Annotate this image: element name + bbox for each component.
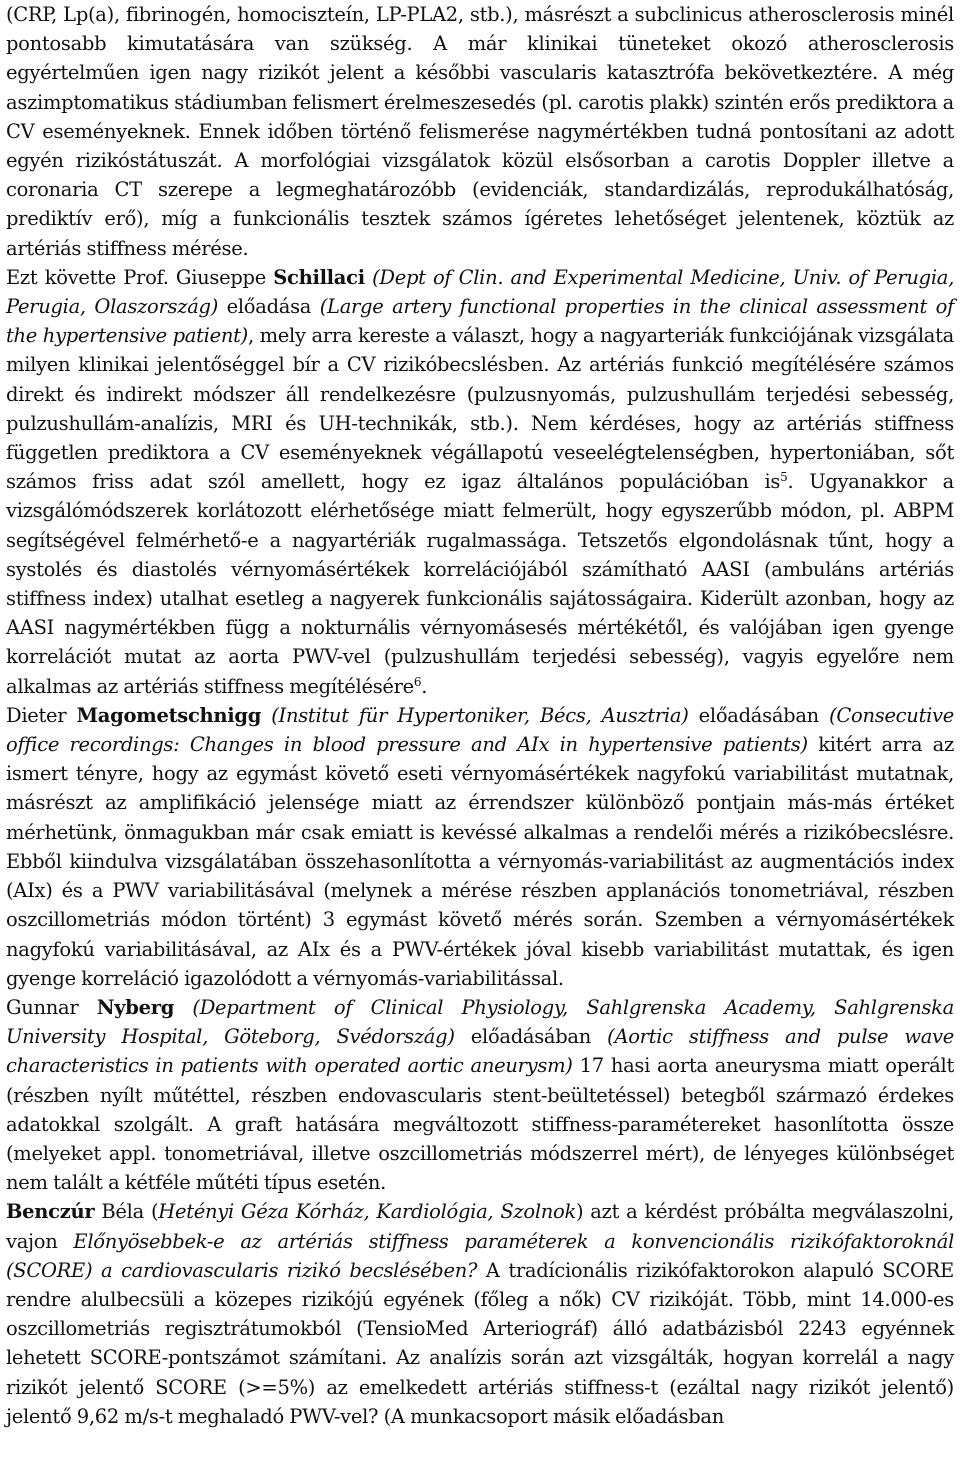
paragraph-nyberg [6,993,954,1197]
text-run [261,704,271,727]
lecture-title: (Consecutive office recordings: Changes in blood pressure and AIx in hypertensive patients) [6,703,954,757]
speaker-name: Nyberg [96,995,175,1019]
text-run: (CRP, Lp(a), fibrinogén, homociszteín, LP-PLA2, stb.), másrészt a subclinicus atherosclerosis minél pontosabb kimutatására van szükség. A már klinikai tüneteket okozó atherosclerosis egyértelműen igen nagy rizikót jelent a későbbi vascularis katasztrófa bekövetkeztére. A még aszimptomatikus stádiumban felismert érelmeszesedés (pl. carotis plakk) szintén erős prediktora a CV eseményeknek. Ennek időben történő felismerése nagymértékben tudná pontosítani az adott egyén rizikóstátuszát. A morfológiai vizsgálatok közül elsősorban a carotis Doppler illetve a coronaria CT szerepe a legmeghatározóbb (evidenciák, standardizálás, reprodukálhatóság, prediktív erő), míg a funkcionális tesztek számos ígéretes lehetőséget jelentenek, köztük az artériás stiffness mérése. [6,3,954,260]
text-run: kitért arra az ismert tényre, hogy az egymást követő eseti vérnyomásértékek nagyfokú variabilitást mutatnak, másrészt az amplifikáció jelensége miatt az érrendszer különböző pontjain más-más értéket mérhetünk, önmagukban már csak emiatt is kevéssé alkalmas a rendelői mérés a rizikóbecslésre. Ebből kiindulva vizsgálatában összehasonlította a vérnyomás-variabilitást az augmentációs index (AIx) és a PWV variabilitásával (melynek a mérése részben applanációs tonometriával, részben oszcillometriás módon történt) 3 egymást követő mérés során. Szemben a vérnyomásértékek nagyfokú variabilitásával, az AIx és a PWV-értékek jóval kisebb variabilitást mutattak, és igen gyenge korreláció igazolódott a vérnyomás-variabilitással. [6,733,954,990]
text-run [174,996,192,1019]
text-run: ) azt a kérdést próbálta megválaszolni, vajon [6,1200,954,1253]
text-run: , mely arra kereste a választ, hogy a nagyarteriák funkciójának vizsgálata milyen klinikai jelentőséggel bír a CV rizikóbecslésben. Az artériás funkció megítélésére számos direkt és indirekt módszer áll rendelkezésre (pulzusnyomás, pulzushullám terjedési sebesség, pulzushullám-analízis, MRI és UH-technikák, stb.). Nem kérdéses, hogy az artériás stiffness független prediktora a CV eseményeknek végállapotú veseelégtelenségben, hypertoniában, sőt számos friss adat szól amellett, hogy ez igaz általános populációban is [6,324,954,494]
speaker-affiliation: Hetényi Géza Kórház, Kardiológia, Szolnok [158,1200,576,1224]
text-run: előadásában [454,1025,608,1049]
speaker-affiliation: (Department of Clinical Physiology, Sahlgrenska Academy, Sahlgrenska University Hospital, Göteborg, Svédország) [6,995,954,1049]
text-run [365,266,372,289]
text-run: A tradícionális rizikófaktorokon alapuló SCORE rendre alulbecsüli a közepes rizikójú egyének (főleg a nők) CV rizikóját. Több, mint 14.000-es oszcillometriás regisztrátumokból (TensioMed Arteriográf) álló adatbázisból 2243 egyénnek lehetett SCORE-pontszámot számítani. Az analízis során azt vizsgálták, hogyan korrelál a nagy rizikót jelentő SCORE (>=5%) az emelkedett artériás stiffness-t (ezáltal nagy rizikót jelentő) jelentő 9,62 m/s-t meghaladó PWV-vel? (A munkacsoport másik előadásban [6,1258,954,1428]
speaker-name: Benczúr [6,1200,95,1224]
speaker-affiliation: (Dept of Clin. and Experimental Medicine, Univ. of Perugia, Perugia, Olaszország) [6,265,954,319]
text-run: . Ugyanakkor a vizsgálómódszerek korlátozott elérhetősége miatt felmerült, hogy egyszerűbb módon, pl. ABPM segítségével felmérhető-e a nagyartériák rugalmassága. Tetszetős elgondolásnak tűnt, hogy a systolés és diastolés vérnyomásértékek korrelációjából számítható AASI (ambuláns artériás stiffness index) utalhat esetleg a nagyerek funkcionális sajátosságaira. Kiderült azonban, hogy az AASI nagymértékben függ a nokturnális vérnyomásesés mértékétől, és valójában igen gyenge korrelációt mutat az aorta PWV-vel (pulzushullám terjedési sebesség), vagyis egyelőre nem alkalmas az artériás stiffness megítélésére [6,470,954,698]
text-run: Béla ( [94,1200,159,1224]
speaker-name: Schillaci [273,265,365,289]
reference-marker: 5 [780,470,788,485]
paragraph-schillaci [6,263,954,701]
speaker-name: Magometschnigg [76,703,262,727]
text-run: . [421,674,428,698]
paragraph-benczur [6,1197,954,1431]
text-run: előadásában [688,703,830,727]
reference-marker: 6 [413,674,422,689]
speaker-affiliation: (Institut für Hypertoniker, Bécs, Ausztria) [271,703,689,727]
lecture-title: (Aortic stiffness and pulse wave characteristics in patients with operated aortic aneurysm) [6,1025,954,1078]
text-run: Ezt követte Prof. Giuseppe [6,265,274,289]
text-run: 17 hasi aorta aneurysma miatt operált (részben nyílt műtéttel, részben endovascularis stent-beültetéssel) betegből származó érdekes adatokkal szolgált. A graft hatására megváltozott stiffness-paramétereket hasonlította össze (melyeket appl. tonometriával, illetve oszcillometriás módszerrel mért), de lényeges különbséget nem talált a kétféle műtéti típus esetén. [6,1054,954,1195]
paragraph-magometschnigg [6,701,954,993]
text-run: Gunnar [6,995,97,1019]
lecture-title: (Large artery functional properties in the clinical assessment of the hypertensive patient) [6,295,955,348]
paragraph-intro [6,0,954,263]
text-run: Dieter [6,703,77,727]
lecture-title: Előnyösebbek-e az artériás stiffness paraméterek a konvencionális rizikófaktoroknál (SCORE) a cardiovascularis rizikó becslésében? [6,1229,955,1282]
text-run: előadása [218,295,320,319]
